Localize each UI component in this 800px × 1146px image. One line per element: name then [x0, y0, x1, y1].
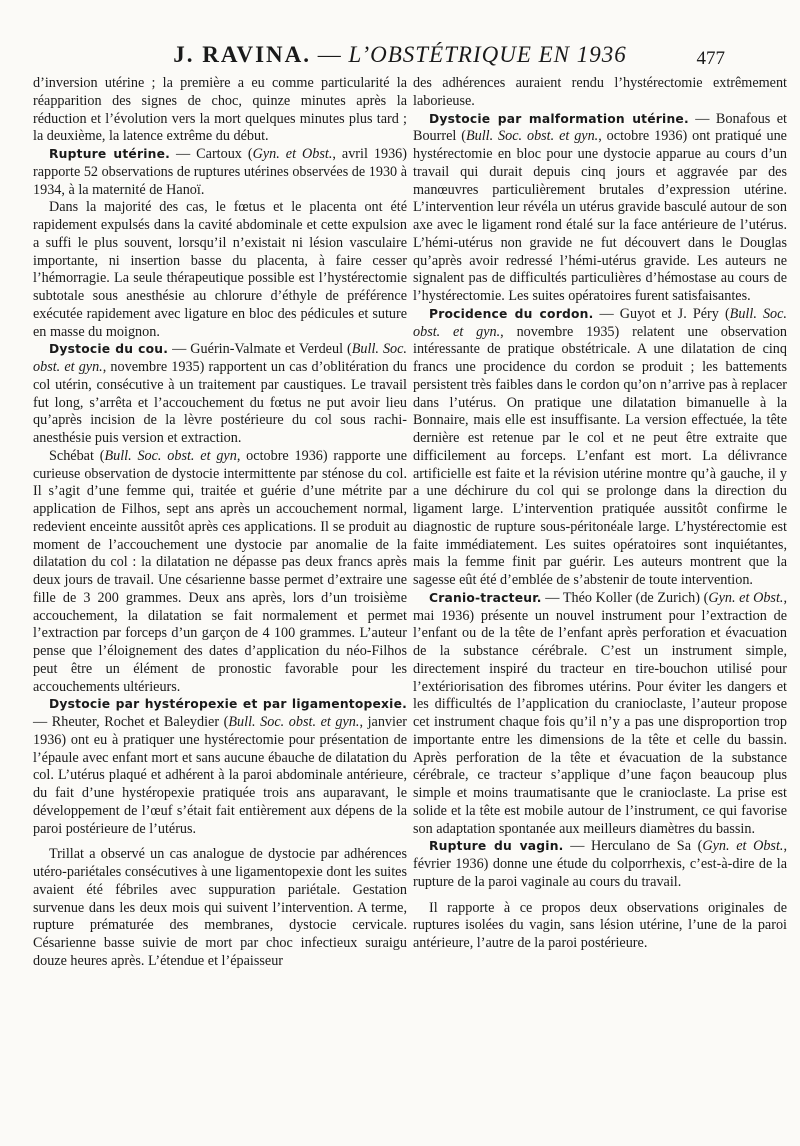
section-paragraph	[413, 306, 787, 590]
continuation-paragraph	[413, 75, 787, 111]
body-paragraph	[33, 199, 407, 341]
journal-reference: Bull. Soc. obst. et gyn.	[228, 714, 360, 730]
journal-reference: Bull. Soc. obst. et gyn.	[465, 128, 599, 145]
section-heading: Rupture utérine.	[49, 147, 171, 161]
paragraph-text: Il rapporte à ce propos deux observations originales de ruptures isolées du vagin, sans lésion utérine, l’une de la paroi antérieure, l’autre de la paroi postérieure.	[413, 899, 787, 951]
left-column	[33, 75, 407, 971]
paragraph-text: , novembre 1935) rapportent un cas d’oblitération du col utérin, consécutive à un traitement par caustiques. Le travail fut long, s’arrêta et l’accouchement du fœtus ne put avoir lieu qu’après incision de la lèvre postérieure du col sous rachi-anesthésie puis version et extraction.	[33, 359, 408, 446]
paragraph-text: Trillat a observé un cas analogue de dystocie par adhérences utéro-pariétales consécutives à une ligamentopexie dont les suites avaient été fébriles avec suppuration pariétale. Gestation survenue dans les deux mois qui suivent l’intervention. A terme, rupture prématurée des membranes, dystocie cervicale. Césarienne basse suivie de mort par choc infectieux suraigu douze heures après. L’étendue et l’épaisseur	[33, 846, 407, 969]
title-dash: —	[311, 42, 349, 67]
paragraph-text: — Bonafous et Bourrel (	[413, 110, 787, 145]
section-paragraph	[33, 696, 407, 838]
section-heading: Rupture du vagin.	[429, 839, 564, 854]
article-title: L’OBSTÉTRIQUE EN 1936	[348, 42, 627, 67]
paragraph-text: — Guyot et J. Péry (	[593, 305, 730, 322]
section-heading: Cranio-tracteur.	[429, 590, 542, 605]
section-paragraph	[413, 838, 787, 891]
section-heading: Procidence du cordon.	[429, 306, 594, 321]
paragraph-text: — Cartoux (	[170, 146, 253, 162]
body-paragraph	[33, 448, 407, 697]
journal-reference: Gyn. et Obst.	[252, 146, 333, 162]
paragraph-text: , novembre 1935) relatent une observation intéressante de pratique obstétricale. A une dilatation de cinq francs une procidence du cordon se produit ; les battements persistent très faibles dans le cordon qu’on n’arrive pas à replacer dans l’utérus. On pratique une dilatation bimanuelle à la Bonnaire, mais elle est insuffisante. La version effectuée, la tête dernière est retenue par le col et ne peut être extraite que difficilement au forceps. L’enfant est mort. La délivrance artificielle est faite et la révision utérine montre qu’à gauche, il y a une déchirure du col qui se prolonge dans la direction du ligament large. L’intervention pratiquée aussitôt confirme le diagnostic de rupture sous-péritonéale large. L’hystérectomie est faite immédiatement. Les suites opératoires sont inquiétantes, mais la femme finit par guérir. Les auteurs montrent que la sagesse eût été d’emblée de s’abstenir de toute intervention.	[413, 323, 788, 588]
right-column	[413, 75, 787, 953]
section-paragraph	[413, 590, 787, 839]
section-heading: Dystocie du cou.	[49, 342, 169, 357]
body-paragraph	[33, 846, 407, 970]
running-title	[0, 42, 800, 68]
paragraph-text: Schébat (	[49, 447, 105, 464]
running-header	[0, 38, 800, 72]
paragraph-text: , janvier 1936) ont eu à pratiquer une hystérectomie pour présentation de l’épaule avec enfant mort et sans aucune ébauche de dilatation du col. L’utérus plaqué et adhérent à la paroi abdominale antérieure, du fait d’une hystéropexie pratiquée trois ans auparavant, le développement de l’œuf s’était fait entièrement aux dépens de la paroi postérieure de l’utérus.	[33, 714, 407, 837]
paragraph-text: — Herculano de Sa (	[563, 838, 703, 855]
section-heading: Dystocie par malformation utérine.	[429, 111, 689, 126]
paragraph-text: — Théo Koller (de Zurich) (	[541, 589, 709, 606]
continuation-paragraph	[33, 75, 407, 146]
paragraph-text: , octobre 1936) ont pratiqué une hystérectomie en bloc pour une dystocie apparue au cours d’un travail qui durait depuis cinq jours et aggravée par des manœuvres particulièrement brutales d’expression utérine. L’intervention leur révéla un utérus gravide basculé autour de son axe avec le ligament rond étalé sur la face antérieure de l’utérus. L’hémi-utérus non gravide ne fut découvert dans le Douglas qu’après avoir redressé l’hémi-utérus gravide. Les auteurs ne signalent pas de difficultés particulières d’hémostase au cours de l’hystérectomie. Les suites opératoires furent satisfaisantes.	[413, 128, 787, 304]
paragraph-text: , mai 1936) présente un nouvel instrument pour l’extraction de l’enfant ou de la tête de l’enfant après perforation et évacuation de la substance cérébrale. C’est un instrument simple, directement inspiré du tracteur en tire-bouchon utilisé pour l’extériorisation des fibromes utérins. Pour éviter les dangers et les difficultés de l’application du cranioclaste, l’auteur propose cet instrument chaque fois qu’il n’y a pas une disproportion trop importante entre les dimensions de la tête et celle du bassin. Après perforation de la tête et évacuation de la substance cérébrale, ce tracteur s’applique d’une façon beaucoup plus simple et moins traumatisante que le cranioclaste. La prise est solide et la tête est mobile autour de l’instrument, ce qui favorise son adaptation spontanée aux meilleurs diamètres du bassin.	[413, 589, 787, 837]
journal-reference: Bull. Soc. obst. et gyn	[104, 447, 237, 464]
paragraph-text: des adhérences auraient rendu l’hystérectomie extrêmement laborieuse.	[413, 75, 787, 109]
paragraph-text: — Guérin-Valmate et Verdeul (	[168, 341, 352, 358]
paragraph-text: d’inversion utérine ; la première a eu comme particularité la réapparition des signes de choc, quinze minutes après la réduction et l’évolution vers la mort quelques minutes plus tard ; la deuxième, la latence extrême du début.	[33, 75, 407, 145]
section-heading: Dystocie par hystéropexie et par ligamentopexie.	[49, 697, 407, 712]
journal-reference: Bull. Soc. obst. et gyn.	[413, 305, 787, 340]
paragraph-text: , avril 1936) rapporte 52 observations de ruptures utérines observées de 1930 à 1934, à la maternité de Hanoï.	[33, 146, 408, 198]
section-paragraph	[33, 341, 407, 448]
paragraph-text: , février 1936) donne une étude du colporrhexis, c’est-à-dire de la rupture de la paroi vaginale au cours du travail.	[413, 838, 787, 890]
section-paragraph	[413, 111, 787, 306]
body-paragraph	[413, 900, 787, 953]
journal-reference: Gyn. et Obst.	[708, 589, 784, 606]
section-paragraph	[33, 146, 407, 199]
paragraph-text: , octobre 1936) rapporte une curieuse observation de dystocie intermittente par sténose du col. Il s’agit d’une femme qui, traitée et guérie d’une métrite par application de Filhos, sept ans après un accouchement normal, redevient enceinte aussitôt après ces applications. Il se produit au moment de l’accouchement une dystocie par anomalie de la dilatation du col : la dilatation ne dépasse pas deux francs après deux jours de travail. Une césarienne basse permet d’extraire une fille de 3 200 grammes. Deux ans après, lors d’un troisième accouchement, la dilatation se fait normalement et permet l’extraction par forceps d’un garçon de 4 100 grammes. L’auteur pense que l’éloignement des dates d’application du néo-Filhos peut être un élément de pronostic favorable pour les accouchements ultérieurs.	[33, 447, 407, 695]
paragraph-text: Dans la majorité des cas, le fœtus et le placenta ont été rapidement expulsés dans la cavité abdominale et cette expulsion a suffi le plus souvent, lorsqu’il n’existait ni lésion vasculaire importante, ni insertion basse du placenta, à faire cesser l’hémorragie. La seule thérapeutique possible est l’hystérectomie subtotale sous anesthésie au chlorure d’éthyle de préférence exécutée rapidement avec ligature en bloc des pédicules et suture en masse du moignon.	[33, 199, 407, 340]
page-number: 477	[696, 48, 725, 69]
author-name: J. RAVINA.	[173, 42, 312, 67]
journal-reference: Bull. Soc. obst. et gyn.	[33, 341, 407, 375]
paragraph-text: — Rheuter, Rochet et Baleydier (	[33, 714, 229, 730]
journal-reference: Gyn. et Obst.	[702, 838, 784, 855]
